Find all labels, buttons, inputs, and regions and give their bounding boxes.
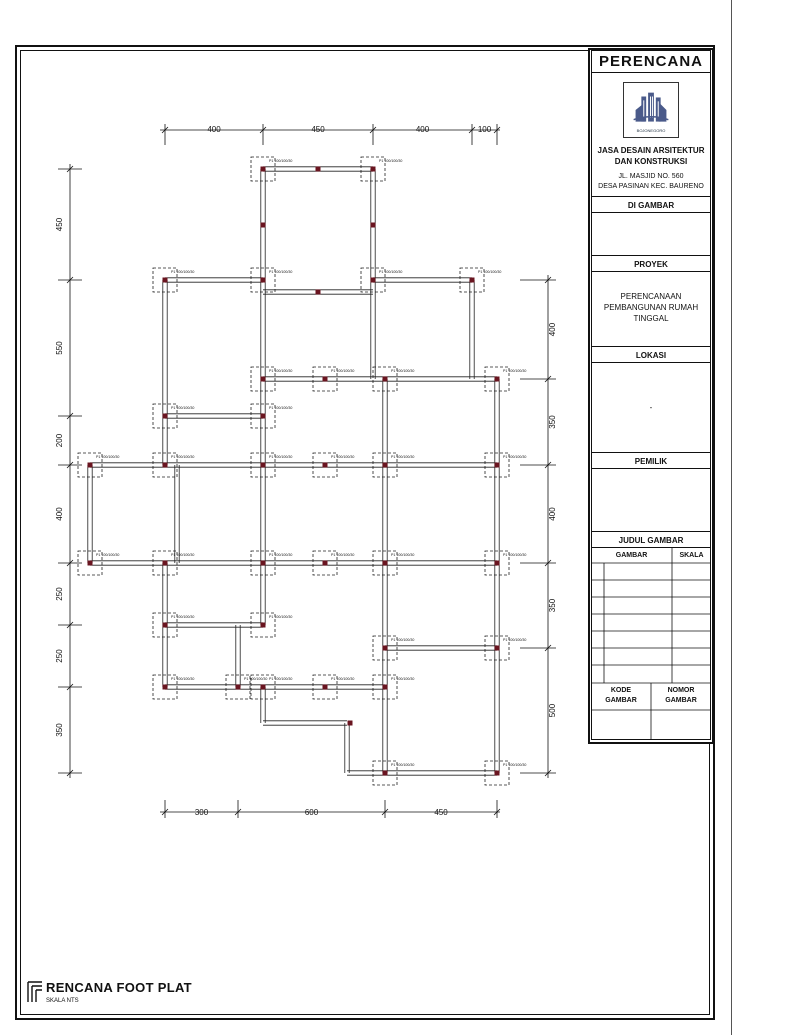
footing-label: P1 100/100/30	[269, 677, 293, 681]
dimension-left-text: 250	[55, 649, 64, 663]
dimension-top-text: 400	[207, 125, 221, 134]
footing-label: P1 100/100/30	[391, 677, 415, 681]
pemilik-heading: PEMILIK	[591, 452, 711, 469]
kode-line-2: GAMBAR	[605, 697, 637, 704]
drawing-scale: SKALA NTS	[46, 998, 79, 1004]
dimension-left-text: 350	[55, 723, 64, 737]
nomor-line-2: GAMBAR	[665, 697, 697, 704]
kode-line-1: KODE	[610, 687, 632, 694]
footing-label: P1 100/100/30	[503, 455, 527, 459]
footing-label: P1 100/100/30	[269, 406, 293, 410]
footing-label: P1 100/100/30	[96, 455, 120, 459]
lokasi-value: -	[649, 403, 653, 412]
address-line-1: JL. MASJID NO. 560	[618, 173, 684, 180]
address-line-2: DESA PASINAN KEC. BAURENO	[598, 183, 704, 190]
footing-label: P1 100/100/30	[503, 553, 527, 557]
footing-label: P1 100/100/30	[379, 270, 403, 274]
dimension-right-text: 350	[548, 598, 557, 613]
footing-label: P1 100/100/30	[503, 369, 527, 373]
dimension-bottom-text: 600	[304, 808, 319, 817]
drawing-title: RENCANA FOOT PLAT	[46, 980, 192, 995]
footing-label: P1 100/100/30	[171, 615, 195, 619]
dimension-top-text: 100	[477, 125, 492, 134]
footing-label: P1 100/100/30	[269, 615, 293, 619]
footing-label: P1 100/100/30	[391, 763, 415, 767]
footing-label: P1 100/100/30	[171, 553, 195, 557]
footing-label: P1 100/100/30	[391, 455, 415, 459]
footing-label: P1 100/100/30	[269, 553, 293, 557]
footing-label: P1 100/100/30	[503, 763, 527, 767]
logo-caption: BOJONEGORO	[636, 128, 666, 133]
proyek-line-3: TINGGAL	[633, 314, 669, 323]
proyek-heading: PROYEK	[591, 255, 711, 272]
proyek-line-1: PERENCANAAN	[620, 292, 682, 301]
footing-label: P1 100/100/30	[244, 677, 268, 681]
di-gambar-heading: DI GAMBAR	[591, 196, 711, 213]
proyek-line-2: PEMBANGUNAN RUMAH	[603, 303, 699, 312]
footing-label: P1 100/100/30	[269, 455, 293, 459]
dimension-top-text: 400	[415, 125, 430, 134]
nomor-gambar	[651, 686, 711, 706]
dimension-top-text: 450	[311, 125, 325, 134]
nomor-line-1: NOMOR	[667, 687, 695, 694]
footing-label: P1 100/100/30	[391, 553, 415, 557]
footing-label: P1 100/100/30	[331, 677, 355, 681]
footing-label: P1 100/100/30	[96, 553, 120, 557]
dimension-left-text: 250	[55, 587, 64, 601]
dimension-right-text: 500	[548, 703, 557, 718]
footing-label: P1 100/100/30	[331, 369, 355, 373]
dimension-left-text: 200	[55, 433, 64, 448]
kode-gambar	[591, 686, 651, 706]
footing-label: P1 100/100/30	[331, 455, 355, 459]
footing-label: P1 100/100/30	[478, 270, 502, 274]
dimension-right-text: 350	[548, 415, 557, 429]
footing-label: P1 100/100/30	[391, 638, 415, 642]
footing-label: P1 100/100/30	[171, 677, 195, 681]
dimension-left-text: 400	[55, 507, 64, 521]
drawing-title-icon	[26, 980, 44, 1004]
dimension-bottom-text: 300	[194, 808, 209, 817]
lokasi-heading: LOKASI	[591, 346, 711, 363]
footing-label: P1 100/100/30	[331, 553, 355, 557]
footing-label: P1 100/100/30	[503, 638, 527, 642]
footing-label: P1 100/100/30	[171, 455, 195, 459]
dimension-left-text: 450	[55, 217, 64, 232]
col-skala: SKALA	[679, 552, 704, 559]
footing-label: P1 100/100/30	[269, 369, 293, 373]
col-gambar: GAMBAR	[615, 552, 648, 559]
dimension-left-text: 550	[55, 341, 64, 355]
judul-gambar-heading: JUDUL GAMBAR	[591, 531, 711, 548]
footing-label: P1 100/100/30	[391, 369, 415, 373]
footing-label: P1 100/100/30	[171, 270, 195, 274]
dimension-right-text: 400	[548, 322, 557, 337]
designer-header: PERENCANA	[591, 50, 711, 73]
company-name-line-2: DAN KONSTRUKSI	[614, 157, 688, 166]
dimension-right-text: 400	[548, 507, 557, 521]
company-name-line-1: JASA DESAIN ARSITEKTUR	[597, 146, 705, 155]
footing-label: P1 100/100/30	[269, 270, 293, 274]
dimension-bottom-text: 450	[434, 808, 448, 817]
footing-label: P1 100/100/30	[171, 406, 195, 410]
footing-label: P1 100/100/30	[379, 159, 403, 163]
footing-label: P1 100/100/30	[269, 159, 293, 163]
